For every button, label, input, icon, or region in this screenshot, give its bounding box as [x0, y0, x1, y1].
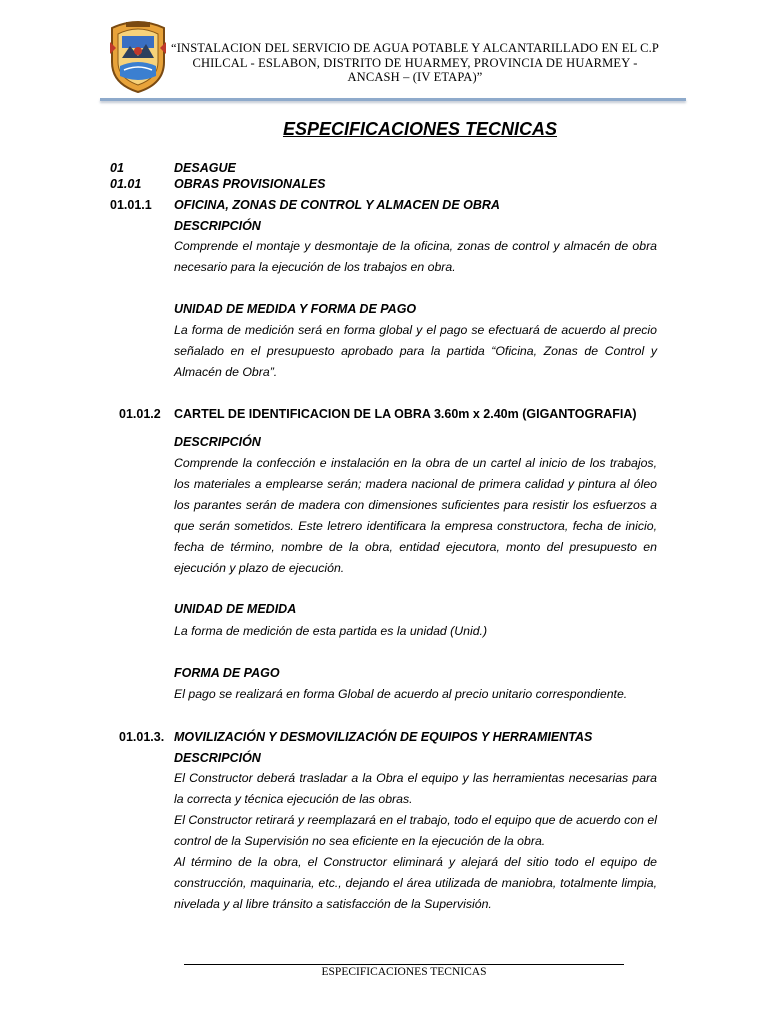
- section-title: OFICINA, ZONAS DE CONTROL Y ALMACEN DE OBRA: [174, 198, 500, 212]
- coat-of-arms-logo-icon: [108, 18, 168, 94]
- description-heading: DESCRIPCIÓN: [174, 751, 261, 765]
- description-paragraph: Al término de la obra, el Constructor eliminará y alejará del sitio todo el equipo de construcción, maquinaria, etc., dejando el área utilizada de maniobra, totalmente limpia, nivelada y al libre tránsito a satisfacción de la Supervisión.: [174, 855, 657, 911]
- section-title: DESAGUE: [174, 161, 236, 175]
- payment-paragraph: El pago se realizará en forma Global de acuerdo al precio unitario correspondiente.: [174, 687, 628, 701]
- section-code: 01.01.1: [110, 198, 152, 212]
- header-divider: [100, 98, 686, 101]
- unit-heading: UNIDAD DE MEDIDA: [174, 602, 297, 616]
- section-title: MOVILIZACIÓN Y DESMOVILIZACIÓN DE EQUIPOS Y HERRAMIENTAS: [174, 730, 593, 744]
- description-paragraph: Comprende el montaje y desmontaje de la oficina, zonas de control y almacén de obra necesario para la ejecución de los trabajos en obra.: [174, 239, 657, 274]
- description-heading: DESCRIPCIÓN: [174, 219, 261, 233]
- description-heading: DESCRIPCIÓN: [174, 435, 261, 449]
- payment-paragraph: La forma de medición será en forma global y el pago se efectuará de acuerdo al precio señalado en el presupuesto aprobado para la partida “Oficina, Zonas de Control y Almacén de Obra”.: [174, 323, 657, 379]
- description-paragraph: El Constructor deberá trasladar a la Obra el equipo y las herramientas necesarias para la correcta y técnica ejecución de las obras.: [174, 771, 657, 806]
- section-title: CARTEL DE IDENTIFICACION DE LA OBRA 3.60m x 2.40m (GIGANTOGRAFIA): [174, 407, 637, 421]
- description-paragraph: El Constructor retirará y reemplazará en el trabajo, todo el equipo que de acuerdo con el control de la Supervisión no sea eficiente en la ejecución de la obra.: [174, 813, 657, 848]
- footer-divider: [184, 964, 624, 965]
- section-code: 01.01: [110, 177, 142, 191]
- section-code: 01.01.3.: [119, 730, 165, 744]
- payment-heading: FORMA DE PAGO: [174, 666, 280, 680]
- description-paragraph: Comprende la confección e instalación en la obra de un cartel al inicio de los trabajos, los materiales a emplearse serán; madera nacional de primera calidad y pintura al óleo los parantes serán de madera con dimensiones suficientes para resistir los esfuerzos a que serán sometidos. Este letrero identificara la empresa constructora, fecha de inicio, fecha de término, nombre de la obra, entidad ejecutora, monto del presupuesto en ejecución y plazo de ejecución.: [174, 456, 657, 575]
- document-title: ESPECIFICACIONES TECNICAS: [282, 119, 558, 139]
- project-header-title: “INSTALACION DEL SERVICIO DE AGUA POTABLE Y ALCANTARILLADO EN EL C.P CHILCAL - ESLABON, DISTRITO DE HUARMEY, PROVINCIA DE HUARMEY - ANCASH – (IV ETAPA)”: [171, 41, 659, 84]
- section-code: 01: [110, 161, 124, 175]
- section-code: 01.01.2: [119, 407, 161, 421]
- unit-paragraph: La forma de medición de esta partida es la unidad (Unid.): [174, 624, 488, 638]
- footer-text: ESPECIFICACIONES TECNICAS: [321, 966, 487, 978]
- section-title: OBRAS PROVISIONALES: [174, 177, 326, 191]
- payment-heading: UNIDAD DE MEDIDA Y FORMA DE PAGO: [174, 302, 417, 316]
